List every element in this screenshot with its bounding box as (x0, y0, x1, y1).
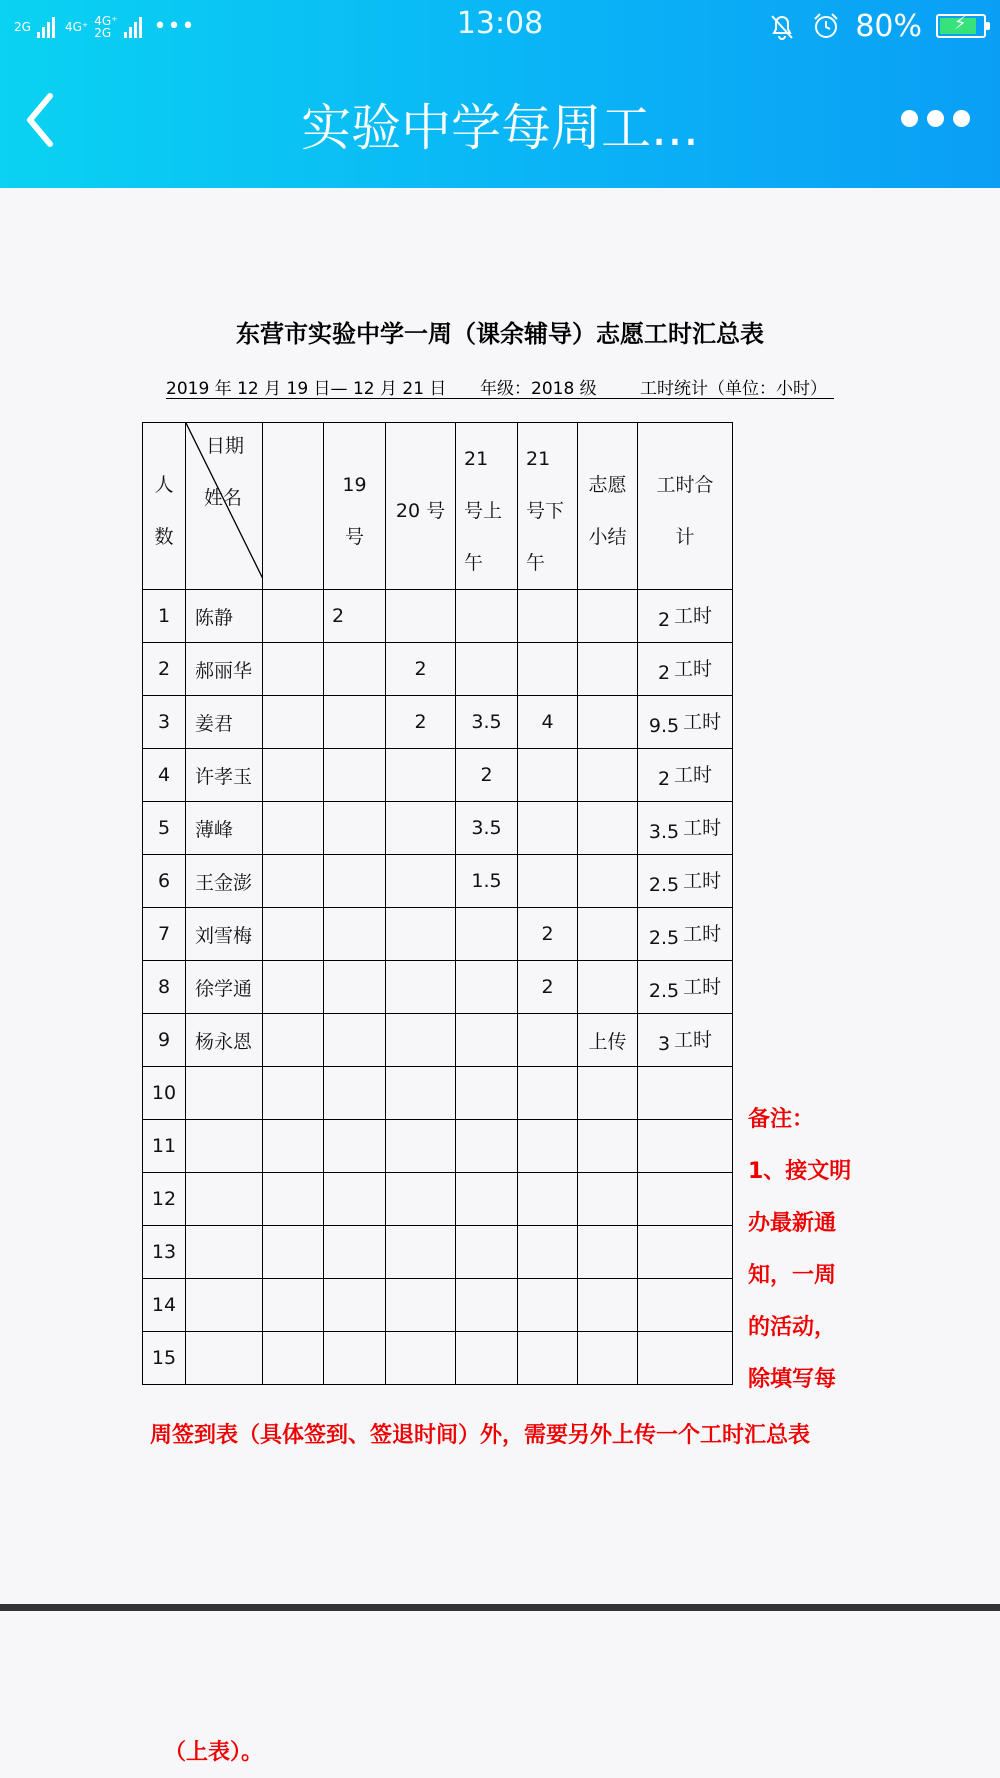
row-d20 (386, 1279, 456, 1332)
row-d20 (386, 1014, 456, 1067)
row-summary (578, 1120, 638, 1173)
row-number: 6 (143, 855, 186, 908)
row-d21am (456, 1279, 518, 1332)
row-name (186, 1173, 263, 1226)
row-name (186, 1332, 263, 1385)
row-d19 (324, 1332, 386, 1385)
grade-label: 年级：2018 级 (480, 379, 597, 399)
row-number: 10 (143, 1067, 186, 1120)
total-unit: 工时 (683, 923, 722, 945)
header-date: 日期 (206, 435, 245, 457)
table-row (143, 855, 733, 908)
row-d19 (324, 643, 386, 696)
row-summary (578, 802, 638, 855)
note-line: 备注： (748, 1107, 815, 1132)
total-value: 3 (657, 1033, 671, 1055)
total-unit: 工时 (674, 658, 713, 680)
row-d20 (386, 1332, 456, 1385)
header-blank (263, 423, 324, 590)
date-range: 2019 年 12 月 19 日— 12 月 21 日 (166, 379, 447, 399)
row-total (638, 696, 733, 749)
note-line: 知，一周 (748, 1263, 837, 1288)
table-row (143, 961, 733, 1014)
row-d21am (456, 1226, 518, 1279)
row-d19 (324, 1120, 386, 1173)
row-d21pm (518, 749, 578, 802)
row-number: 4 (143, 749, 186, 802)
total-value: 2 (657, 768, 671, 790)
total-value: 3.5 (648, 821, 680, 843)
row-d21pm (518, 643, 578, 696)
network-label-1: 2G (14, 20, 31, 34)
row-d21am: 3.5 (456, 696, 518, 749)
row-number: 15 (143, 1332, 186, 1385)
row-name: 徐学通 (186, 961, 263, 1014)
total-unit: 工时 (674, 605, 713, 627)
row-blank (263, 590, 324, 643)
row-number: 2 (143, 643, 186, 696)
row-total (638, 1173, 733, 1226)
row-number: 12 (143, 1173, 186, 1226)
row-d20 (386, 1226, 456, 1279)
row-total (638, 1332, 733, 1385)
total-value: 2.5 (648, 927, 680, 949)
row-d19 (324, 1173, 386, 1226)
row-d21am (456, 590, 518, 643)
row-number: 8 (143, 961, 186, 1014)
table-row (143, 749, 733, 802)
row-d20 (386, 1120, 456, 1173)
row-name: 许孝玉 (186, 749, 263, 802)
row-d21pm: 2 (518, 961, 578, 1014)
row-blank (263, 696, 324, 749)
battery-percent: 80% (855, 8, 922, 44)
row-d21am (456, 1332, 518, 1385)
row-d21am (456, 1173, 518, 1226)
row-total (638, 590, 733, 643)
row-d21pm (518, 1067, 578, 1120)
table-row (143, 643, 733, 696)
bell-muted-icon (767, 11, 797, 41)
row-d19 (324, 1226, 386, 1279)
row-summary (578, 1173, 638, 1226)
row-d20 (386, 802, 456, 855)
header-date-name (186, 423, 263, 590)
row-d20: 2 (386, 643, 456, 696)
row-total (638, 749, 733, 802)
note-line: 除填写每 (748, 1367, 837, 1392)
row-total (638, 961, 733, 1014)
row-blank (263, 1279, 324, 1332)
row-d20 (386, 1067, 456, 1120)
row-d21am: 1.5 (456, 855, 518, 908)
row-total (638, 643, 733, 696)
row-name: 薄峰 (186, 802, 263, 855)
header-21-pm: 21 号下 午 (518, 423, 578, 590)
row-summary (578, 590, 638, 643)
total-unit: 工时 (683, 870, 722, 892)
row-blank (263, 1332, 324, 1385)
row-d21pm (518, 1226, 578, 1279)
row-d20 (386, 961, 456, 1014)
row-d19 (324, 1014, 386, 1067)
row-total (638, 908, 733, 961)
battery-charging-icon: ⚡ (936, 14, 986, 38)
row-blank (263, 855, 324, 908)
stat-unit-label: 工时统计（单位：小时） (640, 379, 827, 399)
row-number: 5 (143, 802, 186, 855)
table-row (143, 1226, 733, 1279)
back-arrow-icon[interactable] (18, 90, 68, 150)
row-blank (263, 1120, 324, 1173)
row-number: 9 (143, 1014, 186, 1067)
table-row (143, 1332, 733, 1385)
row-number: 13 (143, 1226, 186, 1279)
header-19: 19 号 (324, 423, 386, 590)
row-blank (263, 1226, 324, 1279)
row-d21pm (518, 1014, 578, 1067)
row-d21pm (518, 1279, 578, 1332)
row-d21pm (518, 590, 578, 643)
total-unit: 工时 (683, 711, 722, 733)
row-d21am (456, 1067, 518, 1120)
header-summary: 志愿 小结 (578, 423, 638, 590)
header-name: 姓名 (204, 487, 243, 509)
header-21-am: 21 号上 午 (456, 423, 518, 590)
page-separator (0, 1604, 1000, 1611)
row-d19 (324, 1067, 386, 1120)
row-name: 杨永恩 (186, 1014, 263, 1067)
row-summary (578, 1332, 638, 1385)
table-row (143, 1279, 733, 1332)
row-summary (578, 1067, 638, 1120)
top-app-bar (0, 0, 1000, 188)
header-20: 20 号 (386, 423, 456, 590)
row-d21pm: 4 (518, 696, 578, 749)
row-name (186, 1279, 263, 1332)
row-blank (263, 749, 324, 802)
more-options-icon[interactable] (901, 110, 970, 127)
row-summary: 上传 (578, 1014, 638, 1067)
document-title: 东营市实验中学一周（课余辅导）志愿工时汇总表 (236, 320, 764, 348)
row-total (638, 1279, 733, 1332)
total-unit: 工时 (674, 764, 713, 786)
row-total (638, 1014, 733, 1067)
more-notifications-icon: ••• (153, 14, 196, 39)
row-name: 王金澎 (186, 855, 263, 908)
row-d21pm (518, 1173, 578, 1226)
total-value: 2 (657, 662, 671, 684)
row-d21am (456, 1014, 518, 1067)
row-d21pm (518, 802, 578, 855)
table-row (143, 1014, 733, 1067)
row-d20 (386, 590, 456, 643)
row-d20 (386, 1173, 456, 1226)
row-d19 (324, 696, 386, 749)
row-name: 刘雪梅 (186, 908, 263, 961)
row-d19 (324, 802, 386, 855)
row-d19: 2 (324, 590, 386, 643)
table-row (143, 1067, 733, 1120)
network-label-2: 4G⁺ (64, 20, 89, 34)
note-continued: （上表）。 (164, 1740, 264, 1765)
row-d21pm (518, 1332, 578, 1385)
row-d21am (456, 961, 518, 1014)
row-number: 7 (143, 908, 186, 961)
header-total: 工时合 计 (638, 423, 733, 590)
page-title: 实验中学每周工... (301, 99, 699, 157)
row-summary (578, 1226, 638, 1279)
table-row (143, 590, 733, 643)
table-row (143, 908, 733, 961)
total-unit: 工时 (683, 976, 722, 998)
total-value: 2.5 (648, 874, 680, 896)
row-total (638, 1067, 733, 1120)
row-number: 1 (143, 590, 186, 643)
row-d19 (324, 855, 386, 908)
row-name: 郝丽华 (186, 643, 263, 696)
row-summary (578, 696, 638, 749)
row-d20: 2 (386, 696, 456, 749)
row-d19 (324, 908, 386, 961)
note-line: 的活动， (748, 1315, 837, 1340)
row-d20 (386, 855, 456, 908)
alarm-clock-icon (811, 11, 841, 41)
row-blank (263, 908, 324, 961)
row-d21am: 3.5 (456, 802, 518, 855)
table-header-row (143, 423, 733, 590)
note-tail: 周签到表（具体签到、签退时间）外，需要另外上传一个工时汇总表 (150, 1423, 811, 1448)
row-d21am (456, 1120, 518, 1173)
row-name (186, 1067, 263, 1120)
network-label-3: 4G⁺ 2G (94, 14, 118, 40)
row-name (186, 1120, 263, 1173)
table-row (143, 1120, 733, 1173)
row-number: 14 (143, 1279, 186, 1332)
row-d20 (386, 908, 456, 961)
table-row (143, 802, 733, 855)
row-name: 姜君 (186, 696, 263, 749)
note-line: 1、接文明 (748, 1159, 852, 1184)
row-d20 (386, 749, 456, 802)
document-subtitle (166, 374, 834, 399)
total-value: 2 (657, 609, 671, 631)
row-summary (578, 749, 638, 802)
row-name: 陈静 (186, 590, 263, 643)
row-blank (263, 1067, 324, 1120)
total-value: 2.5 (648, 980, 680, 1002)
header-count: 人 数 (143, 423, 186, 590)
total-unit: 工时 (674, 1029, 713, 1051)
row-blank (263, 961, 324, 1014)
row-total (638, 1226, 733, 1279)
row-blank (263, 802, 324, 855)
status-time: 13:08 (456, 6, 544, 41)
row-d21pm (518, 855, 578, 908)
row-blank (263, 1173, 324, 1226)
total-value: 9.5 (648, 715, 680, 737)
status-bar-right (767, 8, 986, 44)
row-summary (578, 1279, 638, 1332)
row-total (638, 855, 733, 908)
row-d21pm (518, 1120, 578, 1173)
table-row (143, 1173, 733, 1226)
row-total (638, 802, 733, 855)
row-d19 (324, 749, 386, 802)
row-d21pm: 2 (518, 908, 578, 961)
row-summary (578, 643, 638, 696)
table-row (143, 696, 733, 749)
total-unit: 工时 (683, 817, 722, 839)
row-blank (263, 643, 324, 696)
row-blank (263, 1014, 324, 1067)
row-name (186, 1226, 263, 1279)
row-summary (578, 908, 638, 961)
note-line: 办最新通 (748, 1211, 837, 1236)
row-d21am (456, 643, 518, 696)
row-d21am: 2 (456, 749, 518, 802)
row-summary (578, 855, 638, 908)
row-d21am (456, 908, 518, 961)
table-body (143, 590, 733, 1385)
hours-table (142, 422, 733, 1385)
row-d19 (324, 961, 386, 1014)
row-total (638, 1120, 733, 1173)
row-summary (578, 961, 638, 1014)
row-number: 11 (143, 1120, 186, 1173)
row-d19 (324, 1279, 386, 1332)
row-number: 3 (143, 696, 186, 749)
